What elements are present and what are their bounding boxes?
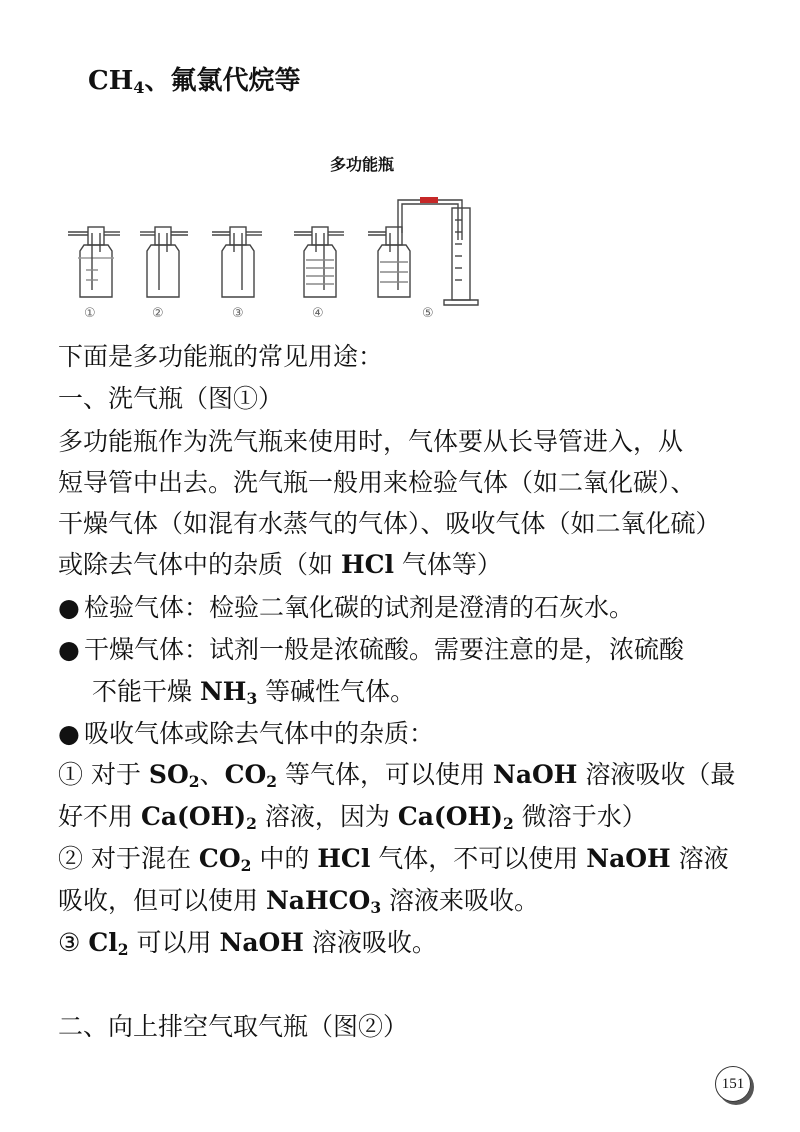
figure-label-5: ⑤ <box>422 306 434 321</box>
bullet-dry-gas-cont: 不能干燥 $NH_3$ 等碱性气体。 <box>92 677 416 708</box>
bullet-absorb-gas: ● 吸收气体或除去气体中的杂质： <box>58 717 434 751</box>
page-number: 151 <box>715 1066 751 1102</box>
bullet-detect-gas: ● 检验气体：检验二氧化碳的试剂是澄清的石灰水。 <box>58 591 634 625</box>
bottle-4 <box>294 227 344 297</box>
item3-line: ③ $Cl_2$ 可以用 NaOH 溶液吸收。 <box>58 928 437 959</box>
bullet-dot-icon: ● <box>58 635 80 664</box>
intro-text: 下面是多功能瓶的常见用途： <box>58 342 384 371</box>
figure-label-1: ① <box>84 306 96 321</box>
bullet-dry-gas: ● 干燥气体：试剂一般是浓硫酸。需要注意的是，浓硫酸 <box>58 633 684 667</box>
bottle-3 <box>212 227 262 297</box>
figure-label-3: ③ <box>232 306 244 321</box>
figure-label-4: ④ <box>312 306 324 321</box>
item1-line2: 好不用 $Ca(OH)_2$ 溶液，因为 $Ca(OH)_2$ 微溶于水） <box>58 802 647 833</box>
section1-para-line1: 多功能瓶作为洗气瓶来使用时，气体要从长导管进入，从 <box>58 427 684 456</box>
section2-heading: 二、向上排空气取气瓶（图②） <box>58 1012 409 1041</box>
rubber-tube-joint <box>420 197 438 203</box>
figure-label-2: ② <box>152 306 164 321</box>
bottle-2 <box>140 227 188 297</box>
section1-para-line2: 短导管中出去。洗气瓶一般用来检验气体（如二氧化碳）、 <box>58 468 696 497</box>
section1-para-line4: 或除去气体中的杂质（如 HCl 气体等） <box>58 550 502 579</box>
bottle-1 <box>68 227 120 297</box>
item2-line2: 吸收，但可以使用 NaHCO$_3$ 溶液来吸收。 <box>58 886 540 917</box>
bullet-dot-icon: ● <box>58 719 80 748</box>
figure-title: 多功能瓶 <box>330 155 395 174</box>
bullet-dot-icon: ● <box>58 593 80 622</box>
item1-line1: ① 对于 $SO_2$、$CO_2$ 等气体，可以使用 NaOH 溶液吸收（最 <box>58 760 736 791</box>
bottle-5-with-cylinder <box>368 200 478 305</box>
header-line: $CH_4$、氟氯代烷等 <box>88 66 301 98</box>
section1-heading: 一、洗气瓶（图①） <box>58 384 284 413</box>
multifunction-bottle-figure <box>0 0 800 340</box>
section1-para-line3: 干燥气体（如混有水蒸气的气体）、吸收气体（如二氧化硫） <box>58 509 721 538</box>
item2-line1: ② 对于混在 $CO_2$ 中的 HCl 气体，不可以使用 NaOH 溶液 <box>58 844 729 875</box>
